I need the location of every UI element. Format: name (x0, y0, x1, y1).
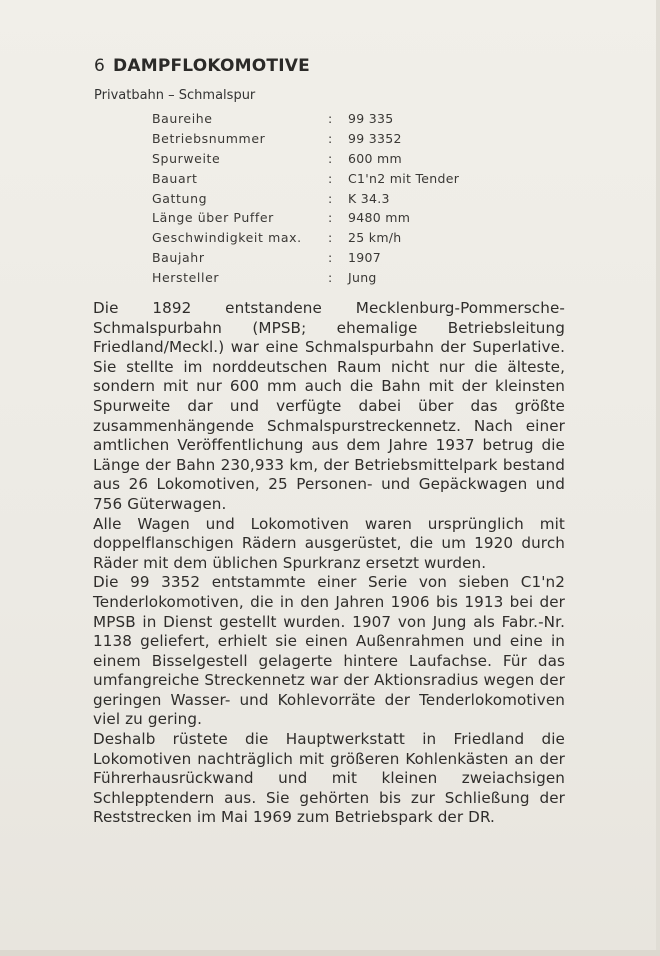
spec-row (152, 149, 459, 169)
paragraph: Alle Wagen und Lokomotiven waren ursprünglich mit doppelflanschigen Rädern ausgerüstet, die um 1920 durch Räder mit dem üblichen Spurkranz ersetzt wurden. (93, 514, 565, 572)
body-text (93, 299, 565, 828)
spec-value: K 34.3 (348, 190, 390, 206)
spec-row (152, 248, 459, 268)
spec-value: Jung (348, 270, 377, 286)
spec-colon: : (328, 250, 333, 266)
spec-value: C1'n2 mit Tender (348, 170, 460, 186)
spec-colon: : (328, 130, 333, 146)
spec-value: 1907 (348, 250, 382, 266)
spec-colon: : (328, 111, 333, 126)
spec-table (152, 109, 459, 288)
spec-colon: : (328, 190, 333, 206)
page-subtitle: Privatbahn – Schmalspur (94, 88, 256, 103)
spec-row (152, 109, 459, 129)
paragraph: Die 99 3352 entstammte einer Serie von sieben C1'n2 Tenderlokomotiven, die in den Jahren 1906 bis 1913 bei der MPSB in Dienst gestellt wurden. 1907 von Jung als Fabr.-Nr. 1138 geliefert, erhielt sie einen Außenrahmen und eine in einem Bisselgestell gelagerte hintere Laufachse. Für das umfangreiche Streckennetz war der Aktionsradius wegen der geringen Wasser- und Kohlevorräte der Tenderlokomotiven viel zu gering. (93, 573, 565, 729)
paragraph: Deshalb rüstete die Hauptwerkstatt in Friedland die Lokomotiven nachträglich mit größeren Kohlenkästen an der Führerhausrückwand und mit kleinen zweiachsigen Schlepptendern aus. Sie gehörten bis zur Schließung der Reststrecken im Mai 1969 zum Betriebspark der DR. (93, 730, 565, 827)
spec-label: Gattung (152, 190, 208, 206)
title-text: DAMPFLOKOMOTIVE (113, 56, 310, 76)
spec-label: Geschwindigkeit max. (152, 230, 302, 246)
spec-value: 99 3352 (348, 130, 402, 146)
spec-label: Betriebsnummer (152, 130, 266, 146)
paragraph: Die 1892 entstandene Mecklenburg-Pommersche-Schmalspurbahn (MPSB; ehemalige Betriebsleitung Friedland/Meckl.) war eine Schmalspurbahn der Superlative. Sie stellte im norddeutschen Raum nicht nur die älteste, sondern mit nur 600 mm auch die Bahn mit der kleinsten Spurweite dar und verfügte dabei über das größte zusammenhängende Schmalspurstreckennetz. Nach einer amtlichen Veröffentlichung aus dem Jahre 1937 betrug die Länge der Bahn 230,933 km, der Betriebsmittelpark bestand aus 26 Lokomotiven, 25 Personen- und Gepäckwagen und 756 Güterwagen. (93, 299, 565, 513)
spec-colon: : (328, 230, 333, 246)
spec-colon: : (328, 210, 333, 226)
spec-row (152, 228, 459, 248)
spec-value: 600 mm (348, 150, 402, 166)
spec-value: 99 335 (348, 111, 394, 126)
page-title (94, 56, 310, 76)
spec-row (152, 268, 459, 288)
spec-label: Bauart (152, 170, 198, 186)
spec-value: 25 km/h (348, 230, 402, 246)
spec-colon: : (328, 170, 333, 186)
spec-row (152, 169, 459, 189)
spec-row (152, 189, 459, 209)
spec-label: Baureihe (152, 111, 213, 126)
card-number: 6 (94, 56, 106, 76)
spec-label: Länge über Puffer (152, 210, 274, 226)
spec-row (152, 129, 459, 149)
spec-label: Spurweite (152, 150, 221, 166)
spec-row (152, 208, 459, 228)
spec-colon: : (328, 270, 333, 286)
spec-value: 9480 mm (348, 210, 411, 226)
spec-colon: : (328, 150, 333, 166)
spec-label: Baujahr (152, 250, 205, 266)
spec-label: Hersteller (152, 270, 220, 286)
